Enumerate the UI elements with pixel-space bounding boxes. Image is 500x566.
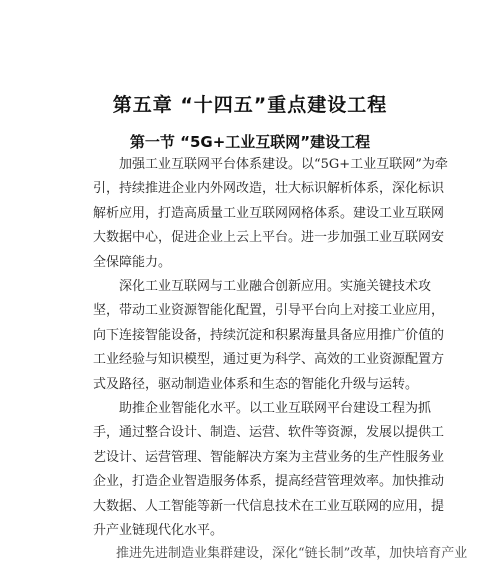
section-title: 第一节 “5G+工业互联网”建设工程 [129,133,371,151]
paragraph-line: 深化工业互联网与工业融合创新应用。实施关键技术攻 [119,279,432,295]
paragraph-integration [93,275,445,397]
paragraph-line: 大数据中心，促进企业上云上平台。进一步加强工业互联网安 [93,230,445,246]
paragraph-line: 引，持续推进企业内外网改造，壮大标识解析体系，深化标识 [93,181,445,197]
chapter-title: 第五章 “十四五”重点建设工程 [112,94,388,116]
paragraph-line: 式及路径，驱动制造业体系和生态的智能化升级与运转。 [93,376,419,392]
paragraph-line: 解析应用，打造高质量工业互联网网格体系。建设工业互联网 [93,205,445,221]
document-body [93,153,448,544]
cutoff-line-text: 推进先进制造业集群建设，深化“链长制”改革，加快培育产业 [116,546,468,561]
paragraph-line: 手，通过整合设计、制造、运营、软件等资源，发展以提供工 [93,425,445,441]
cutoff-line [116,546,468,564]
paragraph-line: 企业，打造企业智造服务体系，提高经营管理效率。加快推动 [93,474,445,490]
paragraph-line: 助推企业智能化水平。以工业互联网平台建设工程为抓 [119,401,432,417]
paragraph-line: 升产业链现代化水平。 [93,523,224,539]
paragraph-line: 全保障能力。 [93,254,172,270]
paragraph-line: 艺设计、运营管理、智能解决方案为主营业务的生产性服务业 [93,449,445,465]
paragraph-line: 加强工业互联网平台体系建设。以“5G+工业互联网”为牵 [119,157,448,172]
paragraph-line: 大数据、人工智能等新一代信息技术在工业互联网的应用，提 [93,498,445,514]
paragraph-platform [93,153,448,275]
paragraph-intelligence [93,397,445,543]
paragraph-line: 工业经验与知识模型，通过更为科学、高效的工业资源配置方 [93,352,445,368]
paragraph-line: 向下连接智能设备，持续沉淀和积累海量具备应用推广价值的 [93,327,445,343]
paragraph-line: 坚，带动工业资源智能化配置，引导平台向上对接工业应用， [93,303,445,319]
